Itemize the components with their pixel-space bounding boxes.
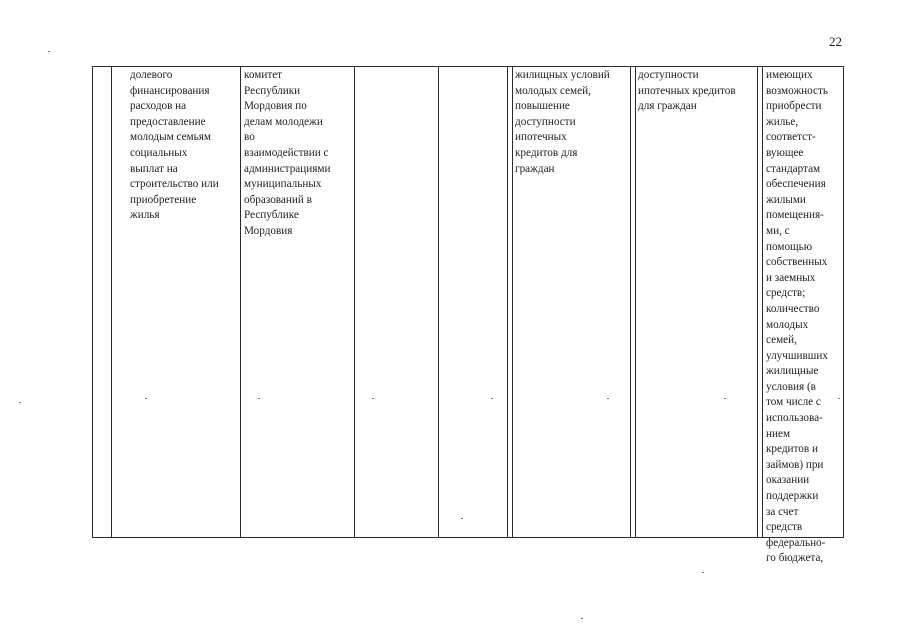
cell-col6: жилищных условий молодых семей, повышение доступности ипотечных кредитов для граждан — [515, 69, 610, 175]
scan-speck — [581, 618, 583, 619]
cell-col8: имеющих возможность приобрести жилье, соответст- вующее стандартам обеспечения жилыми помещения- ми, с помощью собственных и заемных средств; количество молодых семей, улучшивших жилищные условия (в том числе с использова- нием кредитов и займов) при оказании поддержки за счет средств федерально- го бюджета, — [766, 69, 829, 565]
column-divider — [512, 66, 513, 538]
column-divider — [630, 66, 631, 538]
scan-speck — [258, 398, 260, 399]
column-divider — [111, 66, 112, 538]
scan-speck — [145, 398, 147, 399]
column-divider — [240, 66, 241, 538]
scan-speck — [607, 398, 609, 399]
scan-speck — [19, 402, 21, 403]
scan-speck — [48, 51, 50, 52]
column-divider — [438, 66, 439, 538]
scan-speck — [702, 572, 704, 573]
cell-col3: комитет Республики Мордовия по делам молодежи во взаимодействии с администрациями муниципальных образований в Республике Мордовия — [244, 69, 331, 237]
table-right-border — [843, 66, 844, 538]
scan-speck — [491, 398, 493, 399]
column-divider — [635, 66, 636, 538]
column-divider — [757, 66, 758, 538]
cell-col2: долевого финансирования расходов на предоставление молодым семьям социальных выплат на строительство или приобретение жилья — [130, 69, 219, 222]
scan-speck — [461, 518, 463, 519]
scan-speck — [724, 398, 726, 399]
scan-speck — [838, 398, 840, 399]
column-divider — [762, 66, 763, 538]
scan-speck — [372, 398, 374, 399]
column-divider — [354, 66, 355, 538]
page-number: 22 — [829, 34, 842, 49]
cell-col7: доступности ипотечных кредитов для граждан — [638, 69, 736, 113]
column-divider — [507, 66, 508, 538]
